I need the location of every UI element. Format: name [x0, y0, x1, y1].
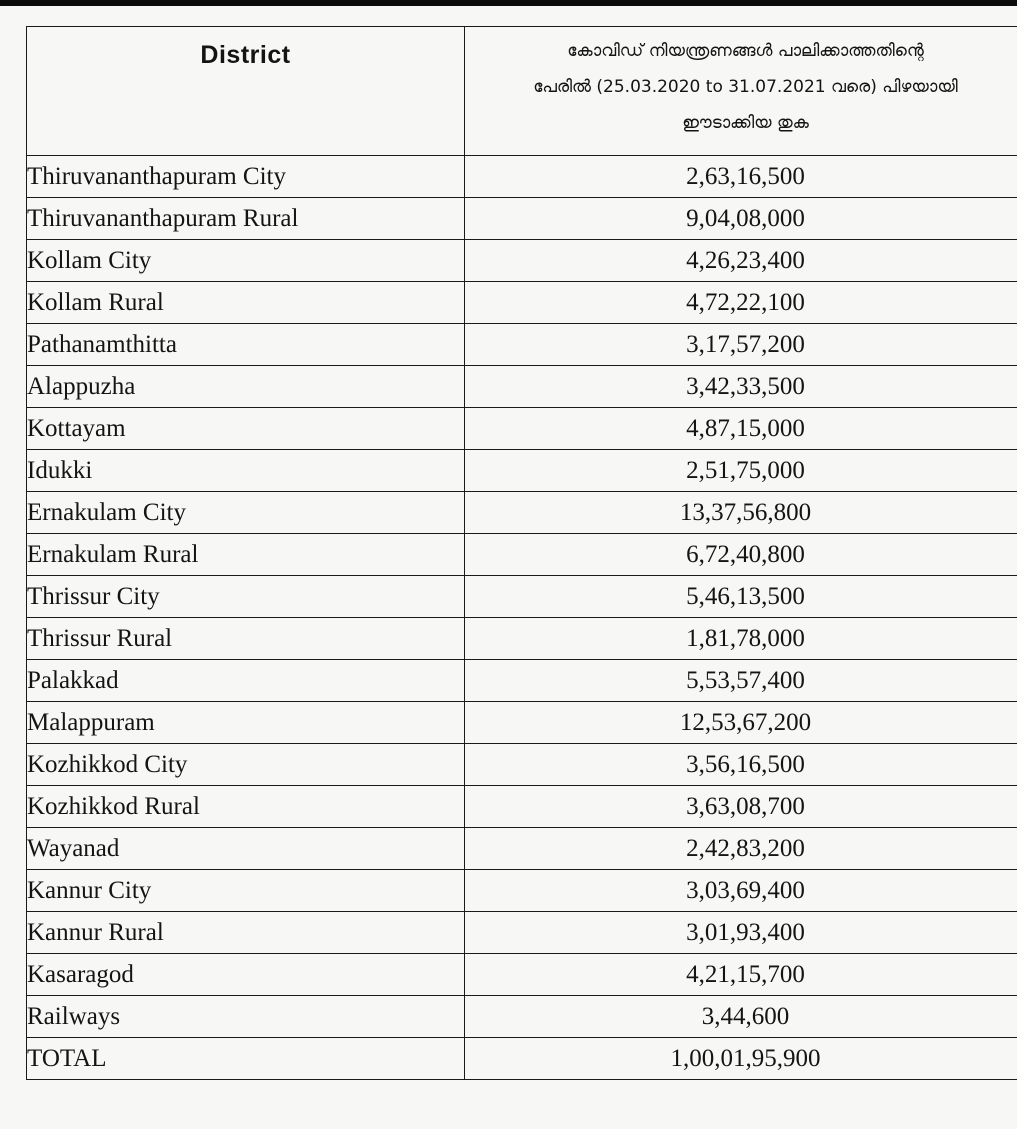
amount-header-line-2: പേരിൽ (25.03.2020 to 31.07.2021 വരെ) പിഴയായി [533, 77, 958, 97]
district-cell: Kannur Rural [27, 912, 465, 954]
amount-cell: 5,46,13,500 [465, 576, 1017, 618]
header-row [27, 27, 1017, 156]
total-row [27, 1038, 1017, 1080]
district-cell: Ernakulam City [27, 492, 465, 534]
district-cell: Pathanamthitta [27, 324, 465, 366]
district-cell: Thrissur Rural [27, 618, 465, 660]
amount-cell: 4,87,15,000 [465, 408, 1017, 450]
amount-header-line-1: കോവിഡ് നിയന്ത്രണങ്ങൾ പാലിക്കാത്തതിന്റെ [567, 41, 924, 61]
amount-column-header [465, 27, 1017, 156]
amount-cell: 4,72,22,100 [465, 282, 1017, 324]
district-header-label: District [200, 41, 291, 69]
district-cell: Ernakulam Rural [27, 534, 465, 576]
district-cell: Alappuzha [27, 366, 465, 408]
table-header [27, 27, 1017, 156]
amount-cell: 3,56,16,500 [465, 744, 1017, 786]
amount-cell: 3,17,57,200 [465, 324, 1017, 366]
amount-header-line-3: ഈടാക്കിയ തുക [682, 113, 809, 133]
district-cell: Kottayam [27, 408, 465, 450]
amount-cell: 2,42,83,200 [465, 828, 1017, 870]
table-row [27, 954, 1017, 996]
district-column-header [27, 27, 465, 156]
table-row [27, 576, 1017, 618]
table-row [27, 912, 1017, 954]
table-row [27, 660, 1017, 702]
amount-cell: 13,37,56,800 [465, 492, 1017, 534]
amount-cell: 5,53,57,400 [465, 660, 1017, 702]
fines-table [26, 26, 1017, 1080]
amount-cell: 4,21,15,700 [465, 954, 1017, 996]
district-cell: Kozhikkod City [27, 744, 465, 786]
table-row [27, 786, 1017, 828]
table-row [27, 156, 1017, 198]
district-cell: Thiruvananthapuram City [27, 156, 465, 198]
district-cell: Thrissur City [27, 576, 465, 618]
table-row [27, 618, 1017, 660]
amount-cell: 1,00,01,95,900 [465, 1038, 1017, 1080]
table-row [27, 702, 1017, 744]
amount-cell: 3,63,08,700 [465, 786, 1017, 828]
amount-cell: 3,03,69,400 [465, 870, 1017, 912]
amount-cell: 3,01,93,400 [465, 912, 1017, 954]
amount-cell: 6,72,40,800 [465, 534, 1017, 576]
amount-cell: 2,63,16,500 [465, 156, 1017, 198]
table-row [27, 534, 1017, 576]
table-row [27, 492, 1017, 534]
district-cell: Idukki [27, 450, 465, 492]
table-row [27, 282, 1017, 324]
table-row [27, 450, 1017, 492]
district-cell: TOTAL [27, 1038, 465, 1080]
table-row [27, 870, 1017, 912]
top-edge-bar [0, 0, 1017, 6]
table-row [27, 408, 1017, 450]
table-row [27, 324, 1017, 366]
amount-cell: 3,42,33,500 [465, 366, 1017, 408]
table-row [27, 744, 1017, 786]
district-cell: Railways [27, 996, 465, 1038]
district-cell: Kozhikkod Rural [27, 786, 465, 828]
amount-cell: 4,26,23,400 [465, 240, 1017, 282]
district-cell: Malappuram [27, 702, 465, 744]
district-cell: Palakkad [27, 660, 465, 702]
district-cell: Wayanad [27, 828, 465, 870]
table-row [27, 198, 1017, 240]
district-cell: Kollam Rural [27, 282, 465, 324]
fines-table-container [26, 26, 1017, 1080]
table-row [27, 366, 1017, 408]
district-cell: Kannur City [27, 870, 465, 912]
table-row [27, 828, 1017, 870]
amount-cell: 12,53,67,200 [465, 702, 1017, 744]
table-row [27, 996, 1017, 1038]
amount-cell: 3,44,600 [465, 996, 1017, 1038]
district-cell: Thiruvananthapuram Rural [27, 198, 465, 240]
district-cell: Kasaragod [27, 954, 465, 996]
table-row [27, 240, 1017, 282]
amount-cell: 2,51,75,000 [465, 450, 1017, 492]
district-cell: Kollam City [27, 240, 465, 282]
amount-cell: 1,81,78,000 [465, 618, 1017, 660]
amount-header-label [465, 27, 1017, 141]
amount-cell: 9,04,08,000 [465, 198, 1017, 240]
table-body [27, 156, 1017, 1080]
